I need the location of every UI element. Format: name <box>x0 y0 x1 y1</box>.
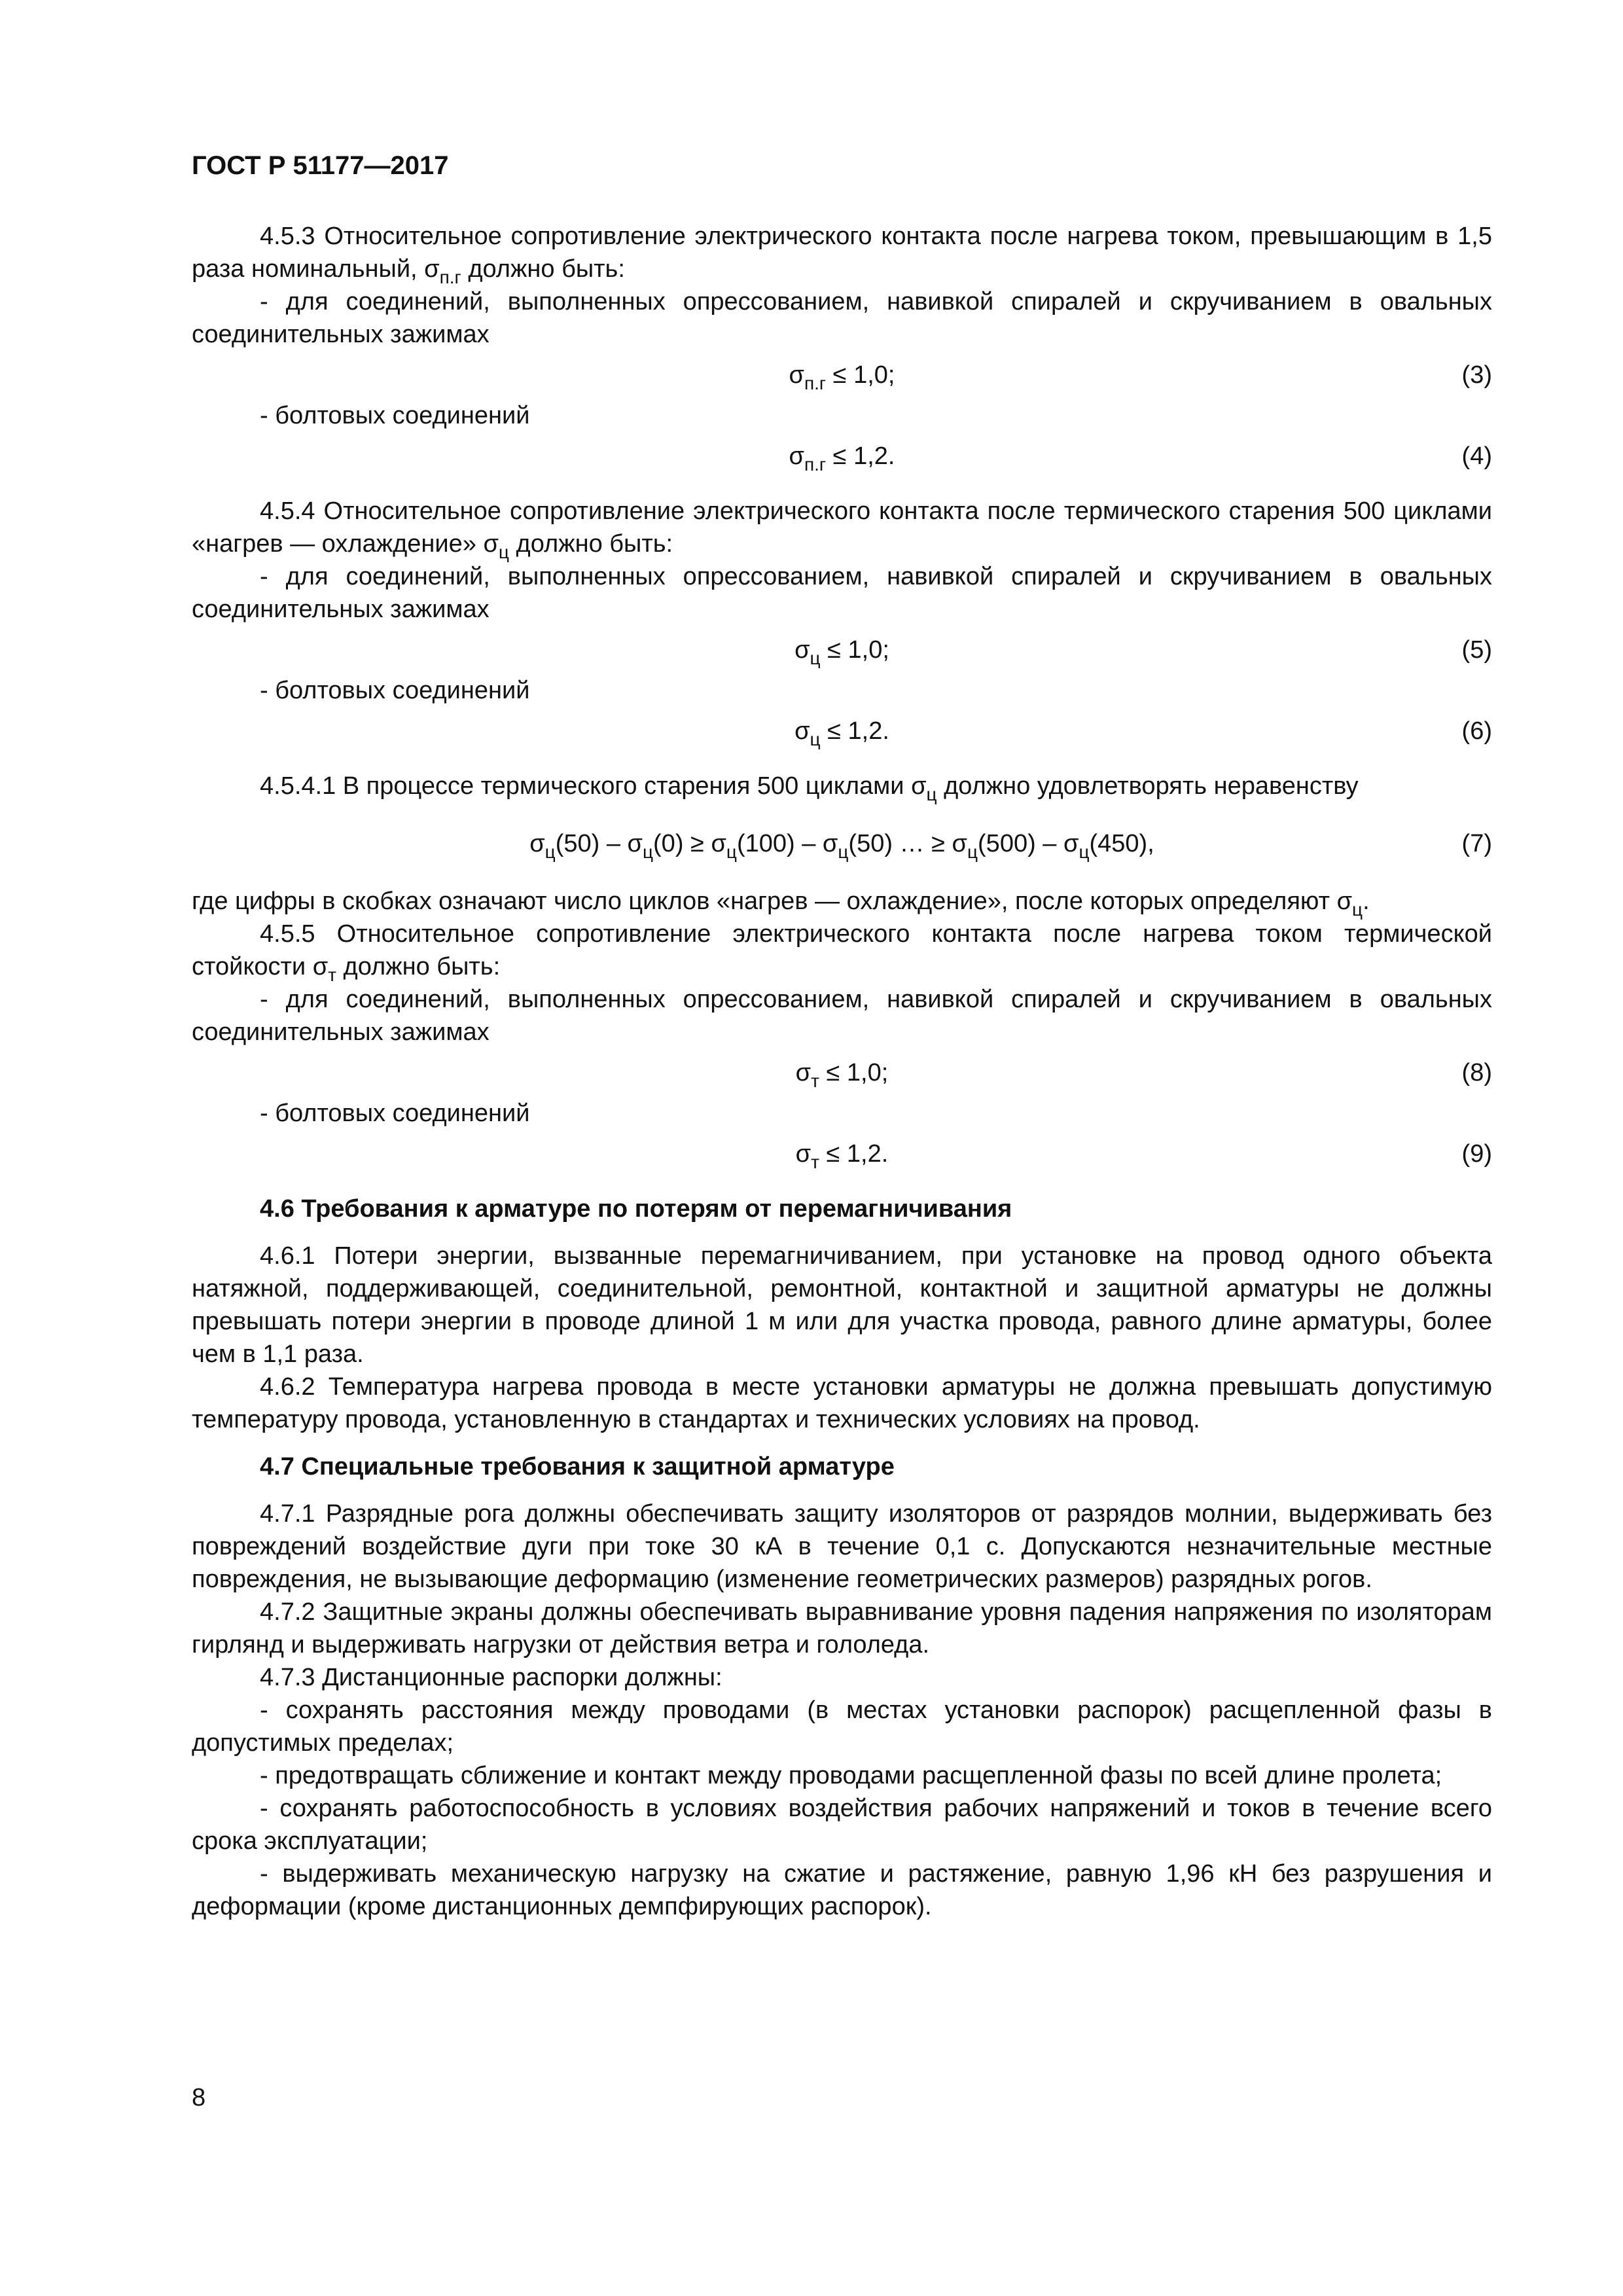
subscript: ц <box>967 842 978 862</box>
equation-5 <box>192 626 1492 674</box>
list-item: - сохранять работоспособность в условиях воздействия рабочих напряжений и токов в течение всего срока эксплуатации; <box>192 1795 1492 1855</box>
equation-body <box>192 359 1407 391</box>
equation-body <box>192 827 1407 860</box>
sigma-symbol: σ <box>627 830 643 857</box>
subscript: т <box>328 965 336 985</box>
subscript: ц <box>926 784 937 804</box>
equation-body <box>192 440 1407 473</box>
sigma-symbol: σ <box>1063 830 1079 857</box>
sigma-symbol: σ <box>424 255 440 283</box>
equation-number: (4) <box>1461 442 1492 470</box>
equation-6 <box>192 707 1492 755</box>
text-run: 4.5.4 Относительное сопротивление электрического контакта после термического старения 500 циклами «нагрев — охлаждение» <box>192 497 1492 558</box>
list-item: - для соединений, выполненных опрессованием, навивкой спиралей и скручиванием в овальных соединительных зажимах <box>192 288 1492 348</box>
subscript: ц <box>642 842 654 862</box>
list-item: - предотвращать сближение и контакт между проводами расщепленной фазы по всей длине пролета; <box>260 1762 1442 1789</box>
equation-rhs: ≤ 1,0; <box>826 361 895 389</box>
equation-rhs: ≤ 1,0; <box>820 636 889 664</box>
sigma-symbol: σ <box>952 830 967 857</box>
text-run: 4.5.5 Относительное сопротивление электрического контакта после нагрева током термической стойкости <box>192 920 1492 980</box>
list-item: - для соединений, выполненных опрессованием, навивкой спиралей и скручиванием в овальных соединительных зажимах <box>192 986 1492 1046</box>
text-run: 4.5.4.1 В процессе термического старения 500 циклами <box>260 772 912 800</box>
equation-term: (50) – <box>555 830 628 857</box>
subscript: п.г <box>439 267 461 287</box>
equation-body <box>192 715 1407 747</box>
document-body <box>192 220 1492 1923</box>
sigma-symbol: σ <box>822 830 838 857</box>
equation-4 <box>192 432 1492 480</box>
where-clause <box>192 885 1492 918</box>
equation-rhs: ≤ 1,2. <box>820 717 889 745</box>
sigma-symbol: σ <box>789 361 804 389</box>
subscript: ц <box>726 842 737 862</box>
list-item: - болтовых соединений <box>260 1100 530 1127</box>
subscript: п.г <box>804 373 827 393</box>
paragraph-4-5-5 <box>192 918 1492 983</box>
text-run: . <box>1363 888 1370 915</box>
equation-number: (3) <box>1461 361 1492 389</box>
list-item: - болтовых соединений <box>260 677 530 704</box>
paragraph-4-6-1: 4.6.1 Потери энергии, вызванные перемагничиванием, при установке на провод одного объекта натяжной, поддерживающей, соединительной, ремонтной, контактной и защитной арматуры не должны превышать потери энергии в проводе длиной 1 м или для участка провода, равного длине арматуры, более чем в 1,1 раза. <box>192 1242 1492 1368</box>
section-heading-4-7: 4.7 Специальные требования к защитной арматуре <box>260 1453 895 1480</box>
subscript: ц <box>1352 899 1363 920</box>
equation-3 <box>192 351 1492 399</box>
page-number: 8 <box>192 2084 206 2111</box>
sigma-symbol: σ <box>795 1059 812 1086</box>
equation-9 <box>192 1130 1492 1178</box>
subscript: т <box>811 1152 819 1172</box>
text-run: должно удовлетворять неравенству <box>936 772 1359 800</box>
sigma-symbol: σ <box>794 636 810 664</box>
paragraph-4-6-2: 4.6.2 Температура нагрева провода в месте установки арматуры не должна превышать допустимую температуру провода, установленную в стандартах и технических условиях на провод. <box>192 1373 1492 1433</box>
equation-term: (50) … ≥ <box>848 830 952 857</box>
subscript: ц <box>810 729 821 749</box>
sigma-symbol: σ <box>711 830 726 857</box>
text-run: должно быть: <box>336 953 501 980</box>
subscript: т <box>811 1071 819 1091</box>
sigma-symbol: σ <box>911 772 927 800</box>
document-id: ГОСТ Р 51177—2017 <box>192 151 449 180</box>
paragraph-4-5-3 <box>192 220 1492 285</box>
sigma-symbol: σ <box>312 953 329 980</box>
equation-body <box>192 1138 1407 1170</box>
paragraph-4-7-3: 4.7.3 Дистанционные распорки должны: <box>260 1664 722 1691</box>
paragraph-4-5-4-1 <box>192 770 1492 802</box>
paragraph-4-7-2: 4.7.2 Защитные экраны должны обеспечивать выравнивание уровня падения напряжения по изоляторам гирлянд и выдерживать нагрузки от действия ветра и гололеда. <box>192 1598 1492 1659</box>
list-item: - для соединений, выполненных опрессованием, навивкой спиралей и скручиванием в овальных соединительных зажимах <box>192 563 1492 623</box>
sigma-symbol: σ <box>529 830 545 857</box>
subscript: п.г <box>804 454 827 475</box>
equation-rhs: ≤ 1,2. <box>826 442 895 470</box>
equation-rhs: ≤ 1,0; <box>819 1059 889 1086</box>
equation-8 <box>192 1049 1492 1097</box>
equation-term: (100) – <box>736 830 823 857</box>
equation-body <box>192 634 1407 666</box>
list-item: - выдерживать механическую нагрузку на сжатие и растяжение, равную 1,96 кН без разрушения и деформации (кроме дистанционных демпфирующих распорок). <box>192 1860 1492 1920</box>
equation-number: (9) <box>1461 1140 1492 1168</box>
equation-number: (5) <box>1461 636 1492 664</box>
subscript: ц <box>838 842 849 862</box>
section-heading-4-6: 4.6 Требования к арматуре по потерям от перемагничивания <box>260 1195 1012 1223</box>
equation-term: (0) ≥ <box>653 830 711 857</box>
text-run: где цифры в скобках означают число циклов «нагрев — охлаждение», после которых определяют <box>192 888 1337 915</box>
subscript: ц <box>544 842 556 862</box>
equation-number: (7) <box>1461 830 1492 857</box>
paragraph-4-7-1: 4.7.1 Разрядные рога должны обеспечивать защиту изоляторов от разрядов молнии, выдерживать без повреждений воздействие дуги при токе 30 кА в течение 0,1 с. Допускаются незначительные местные повреждения, не вызывающие деформацию (изменение геометрических размеров) разрядных рогов. <box>192 1500 1492 1593</box>
sigma-symbol: σ <box>795 1140 812 1168</box>
equation-rhs: ≤ 1,2. <box>819 1140 889 1168</box>
list-item: - сохранять расстояния между проводами (в местах установки распорок) расщепленной фазы в допустимых пределах; <box>192 1696 1492 1757</box>
list-item: - болтовых соединений <box>260 402 530 429</box>
equation-number: (6) <box>1461 717 1492 745</box>
subscript: ц <box>810 648 821 668</box>
sigma-symbol: σ <box>794 717 810 745</box>
equation-term: (450), <box>1089 830 1154 857</box>
sigma-symbol: σ <box>483 530 499 558</box>
text-run: должно быть: <box>461 255 625 283</box>
subscript: ц <box>1079 842 1090 862</box>
equation-7 <box>192 802 1492 885</box>
subscript: ц <box>498 542 509 562</box>
text-run: 4.5.3 Относительное сопротивление электрического контакта после нагрева током, превышающим в 1,5 раза номинальный, <box>192 223 1492 283</box>
text-run: должно быть: <box>508 530 673 558</box>
sigma-symbol: σ <box>1336 888 1353 915</box>
sigma-symbol: σ <box>789 442 804 470</box>
equation-term: (500) – <box>978 830 1063 857</box>
equation-body <box>192 1056 1407 1089</box>
paragraph-4-5-4 <box>192 495 1492 560</box>
equation-number: (8) <box>1461 1059 1492 1086</box>
